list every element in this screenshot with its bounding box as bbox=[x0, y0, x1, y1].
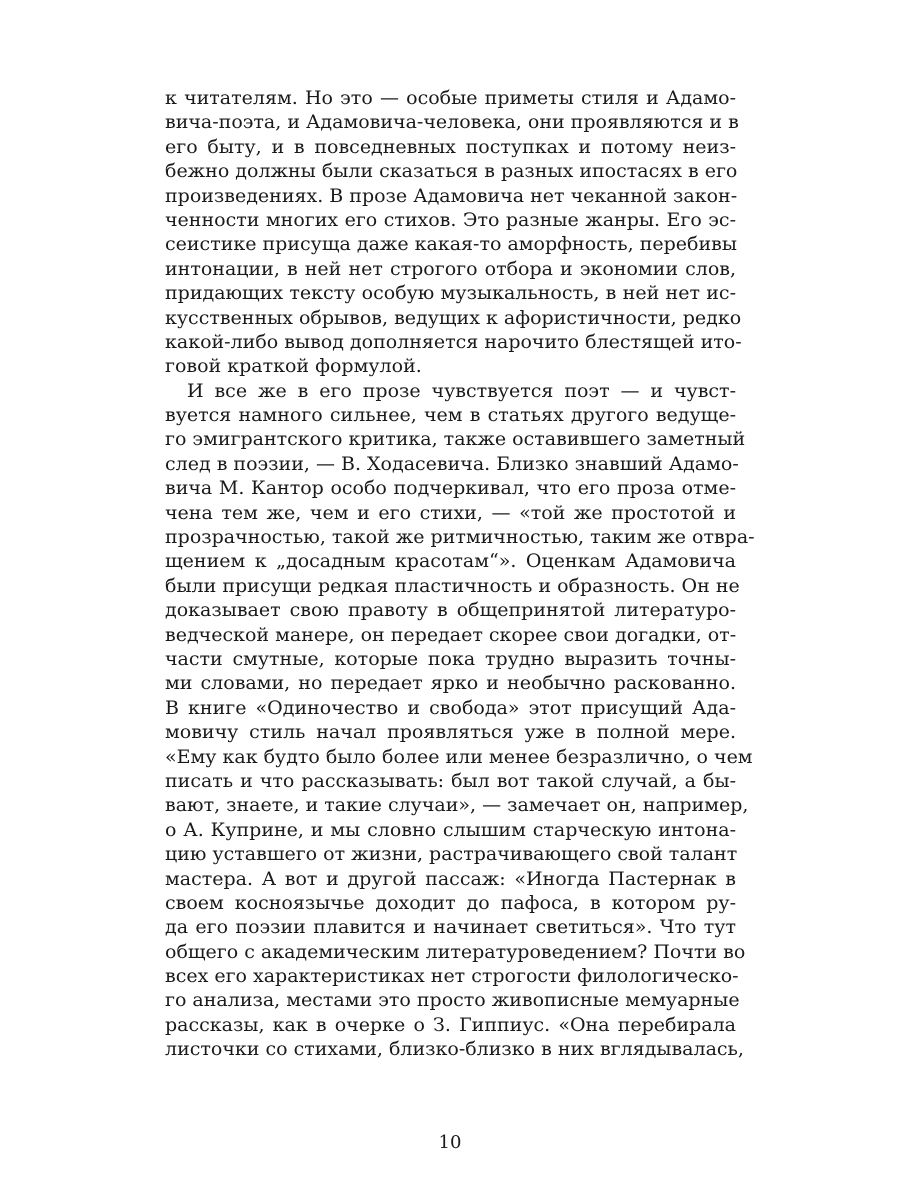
text-line: мовичу стиль начал проявляться уже в полной мере. bbox=[165, 721, 736, 744]
text-line: щением к „досадным красотам“». Оценкам Адамовича bbox=[165, 550, 736, 573]
text-line: прозрачностью, такой же ритмичностью, таким же отвра- bbox=[165, 526, 755, 549]
text-line: вают, знаете, и такие случаи», — замечает он, например, bbox=[165, 794, 749, 817]
body-text bbox=[165, 86, 755, 1062]
text-line: писать и что рассказывать: был вот такой случай, а бы- bbox=[165, 769, 736, 792]
text-line: мастера. А вот и другой пассаж: «Иногда Пастернак в bbox=[165, 867, 736, 890]
text-line: придающих тексту особую музыкальность, в ней нет ис- bbox=[165, 282, 736, 305]
text-line: части смутные, которые пока трудно выразить точны- bbox=[165, 647, 736, 670]
text-line: рассказы, как в очерке о З. Гиппиус. «Она перебирала bbox=[165, 1013, 736, 1036]
text-line: были присущи редкая пластичность и образность. Он не bbox=[165, 574, 740, 597]
text-line: к читателям. Но это — особые приметы стиля и Адамо- bbox=[165, 87, 736, 109]
text-line: доказывает свою правоту в общепринятой литературо- bbox=[165, 599, 736, 622]
text-line: какой-либо вывод дополняется нарочито блестящей ито- bbox=[165, 330, 742, 353]
text-line: след в поэзии, — В. Ходасевича. Близко знавший Адамо- bbox=[165, 452, 739, 475]
text-line: всех его характеристиках нет строгости филологическо- bbox=[165, 965, 739, 988]
text-line: В книге «Одиночество и свобода» этот присущий Ада- bbox=[165, 696, 736, 719]
text-line: вича М. Кантор особо подчеркивал, что его проза отме- bbox=[165, 477, 736, 500]
text-line: о А. Куприне, и мы словно слышим старческую интона- bbox=[165, 818, 736, 841]
text-line: ченности многих его стихов. Это разные жанры. Его эс- bbox=[165, 208, 736, 231]
text-line: вича-поэта, и Адамовича-человека, они проявляются и в bbox=[165, 111, 739, 134]
text-line: да его поэзии плавится и начинает светиться». Что тут bbox=[165, 916, 736, 939]
text-line: ми словами, но передает ярко и необычно раскованно. bbox=[165, 672, 736, 695]
text-line: го анализа, местами это просто живописные мемуарные bbox=[165, 989, 740, 1012]
text-line: го эмигрантского критика, также оставившего заметный bbox=[165, 428, 746, 451]
text-line: чена тем же, чем и его стихи, — «той же простотой и bbox=[165, 501, 736, 524]
text-line: цию уставшего от жизни, растрачивающего свой талант bbox=[165, 843, 738, 866]
text-line: произведениях. В прозе Адамовича нет чеканной закон- bbox=[165, 184, 738, 207]
text-line: И все же в его прозе чувствуется поэт — и чувст- bbox=[187, 379, 736, 402]
text-line: общего с академическим литературоведением? Почти во bbox=[165, 940, 746, 963]
text-line: ведческой манере, он передает скорее свои догадки, от- bbox=[165, 623, 737, 646]
text-line: «Ему как будто было более или менее безразлично, о чем bbox=[165, 745, 753, 768]
text-line: своем косноязычье доходит до пафоса, в котором ру- bbox=[165, 891, 736, 914]
text-line: листочки со стихами, близко-близко в них вглядывалась, bbox=[165, 1038, 744, 1061]
text-line: вуется намного сильнее, чем в статьях другого ведуще- bbox=[165, 404, 736, 427]
text-line: интонации, в ней нет строгого отбора и экономии слов, bbox=[165, 257, 736, 280]
text-line: его быту, и в повседневных поступках и потому неиз- bbox=[165, 135, 736, 158]
text-line: сеистике присуща даже какая-то аморфность, перебивы bbox=[165, 233, 737, 256]
text-line: говой краткой формулой. bbox=[165, 355, 422, 378]
text-line: бежно должны были сказаться в разных ипостасях в его bbox=[165, 160, 738, 183]
page-number: 10 bbox=[438, 1132, 462, 1153]
text-line: кусственных обрывов, ведущих к афористичности, редко bbox=[165, 306, 742, 329]
